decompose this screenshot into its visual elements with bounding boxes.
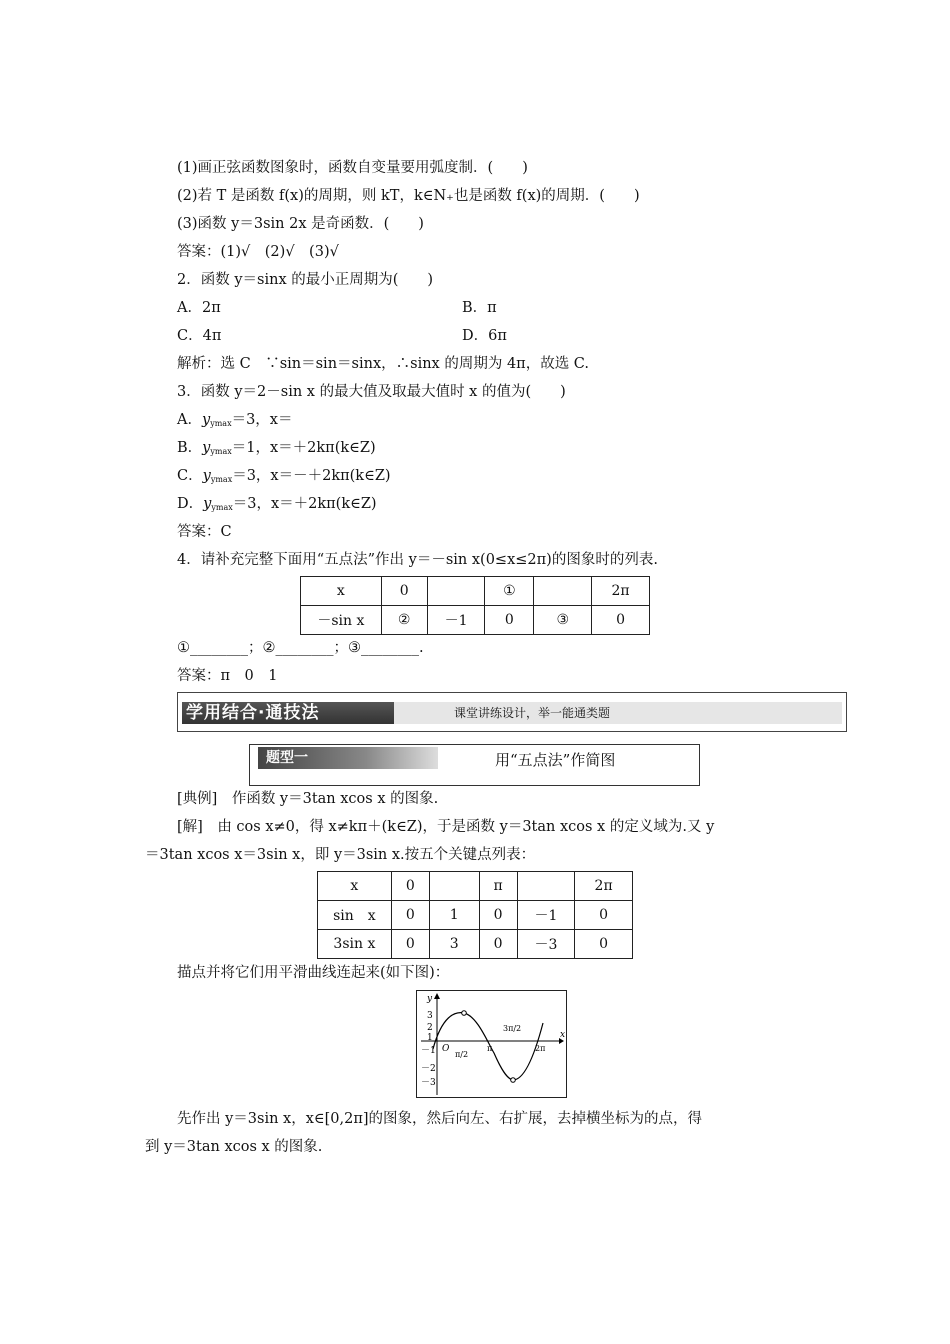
q3-option-label: D． — [177, 496, 204, 512]
table-cell: 0 — [485, 606, 534, 635]
table-cell: －3 — [517, 930, 575, 959]
table-cell: x — [318, 872, 392, 901]
q3-option-c: C．$y_{ymax}=3$，x＝－＋2kπ(k∈Z) — [177, 468, 391, 484]
table-row — [318, 901, 633, 930]
section-banner — [177, 692, 847, 732]
ymax-subscript: ymax — [210, 475, 233, 484]
q2-option-b: B．π — [462, 300, 497, 316]
table-cell: －1 — [427, 606, 485, 635]
table-cell: ③ — [534, 606, 592, 635]
table-cell: 2π — [575, 872, 633, 901]
q1-item-2: (2)若 T 是函数 f(x)的周期，则 kT，k∈N₊也是函数 f(x)的周期．( ) — [177, 188, 640, 204]
table-cell: ① — [485, 577, 534, 606]
table-cell: 0 — [391, 901, 429, 930]
q3-option-d: D．$y_{ymax}=3$，x＝＋2kπ(k∈Z) — [177, 496, 377, 512]
table-cell: π — [479, 872, 517, 901]
table-row — [318, 930, 633, 959]
x-tick-pi: π — [487, 1044, 493, 1053]
table-cell: 1 — [429, 901, 479, 930]
q4-blanks: ①________；②________；③________. — [177, 640, 424, 656]
q4-stem: 4．请补充完整下面用“五点法”作出 y＝－sin x(0≤x≤2π)的图象时的列表. — [177, 552, 658, 568]
y-axis-arrow-icon — [434, 993, 440, 999]
table-cell — [517, 872, 575, 901]
q3-option-a: A．$y_{ymax}=3$，x＝ — [177, 412, 293, 428]
banner-title: 学用结合·通技法 — [182, 702, 394, 724]
table-cell: 0 — [592, 606, 650, 635]
q2-option-d: D．6π — [462, 328, 507, 344]
table-cell: 0 — [381, 577, 427, 606]
q3-answer: 答案：C — [177, 524, 232, 540]
table-cell: 2π — [592, 577, 650, 606]
q2-analysis: 解析：选 C ∵sin＝sin＝sinx，∴sinx 的周期为 4π，故选 C. — [177, 356, 589, 372]
origin-label: O — [442, 1044, 450, 1054]
y-tick: 2 — [427, 1023, 433, 1033]
table-row — [301, 577, 650, 606]
q1-item-1: (1)画正弦函数图象时，函数自变量要用弧度制．( ) — [177, 160, 528, 176]
max-point — [462, 1011, 467, 1016]
x-axis-label: x — [560, 1030, 566, 1040]
q3-option-b: B．$y_{ymax}=1$，x＝＋2kπ(k∈Z) — [177, 440, 376, 456]
table-cell — [429, 872, 479, 901]
ymax-subscript: ymax — [210, 447, 232, 456]
table-row — [301, 606, 650, 635]
conclusion-line-2: 到 y＝3tan xcos x 的图象. — [145, 1139, 323, 1155]
y-tick: －3 — [421, 1078, 436, 1088]
table-cell: 0 — [575, 901, 633, 930]
q1-item-3: (3)函数 y＝3sin 2x 是奇函数．( ) — [177, 216, 424, 232]
ymax-subscript: ymax — [211, 503, 233, 512]
x-tick-pi-half: π/2 — [455, 1050, 469, 1059]
x-tick-3pi-half: 3π/2 — [503, 1024, 522, 1033]
type-title: 用“五点法”作简图 — [495, 751, 616, 769]
y-tick: 3 — [427, 1011, 433, 1021]
table-cell: sin x — [318, 901, 392, 930]
table-cell: ② — [381, 606, 427, 635]
q2-option-a: A．2π — [177, 300, 221, 316]
q3-option-label: A． — [177, 412, 202, 428]
table-cell — [427, 577, 485, 606]
type-header — [249, 744, 700, 786]
table-cell: 0 — [479, 930, 517, 959]
q3-option-label: B． — [177, 440, 203, 456]
table-cell: 3 — [429, 930, 479, 959]
example-line-3: ＝3tan xcos x＝3sin x，即 y＝3sin x.按五个关键点列表： — [145, 847, 536, 863]
table-cell: 0 — [391, 872, 429, 901]
table-cell: 3sin x — [318, 930, 392, 959]
q2-option-c: C．4π — [177, 328, 222, 344]
q3-option-label: C． — [177, 468, 203, 484]
table-cell: －1 — [517, 901, 575, 930]
y-tick: －2 — [421, 1064, 436, 1074]
table-cell: x — [301, 577, 382, 606]
q3-stem: 3．函数 y＝2－sin x 的最大值及取最大值时 x 的值为( ) — [177, 384, 566, 400]
table-cell — [534, 577, 592, 606]
table-cell: －sin x — [301, 606, 382, 635]
q3-option-text: ＝3，x＝＋2kπ(k∈Z) — [232, 496, 377, 512]
example-line-1: [典例] 作函数 y＝3tan xcos x 的图象. — [177, 791, 439, 807]
table-row — [318, 872, 633, 901]
q4-table — [300, 576, 650, 635]
table-cell: 0 — [575, 930, 633, 959]
q2-stem: 2．函数 y＝sinx 的最小正周期为( ) — [177, 272, 434, 288]
conclusion-line-1: 先作出 y＝3sin x，x∈[0,2π]的图象，然后向左、右扩展，去掉横坐标为的点，得 — [177, 1111, 703, 1127]
q3-option-text: ＝1，x＝＋2kπ(k∈Z) — [231, 440, 376, 456]
banner-subtitle: 课堂讲练设计，举一能通类题 — [394, 702, 842, 724]
example-line-2: [解] 由 cos x≠0，得 x≠kπ＋(k∈Z)，于是函数 y＝3tan xcos x 的定义域为.又 y — [177, 819, 715, 835]
y-axis-label: y — [427, 994, 433, 1004]
example-table — [317, 871, 633, 959]
table-cell: 0 — [391, 930, 429, 959]
type-tag: 题型一 — [258, 747, 438, 769]
y-tick: 1 — [427, 1033, 433, 1043]
graph-caption: 描点并将它们用平滑曲线连起来(如下图)： — [177, 965, 450, 981]
ymax-subscript: ymax — [210, 419, 232, 428]
min-point — [511, 1078, 516, 1083]
q4-answer: 答案：π 0 1 — [177, 668, 278, 684]
q3-option-text: ＝3，x＝－＋2kπ(k∈Z) — [232, 468, 391, 484]
q3-option-text: ＝3，x＝ — [231, 412, 293, 428]
y-tick: －1 — [421, 1046, 436, 1056]
x-tick-2pi: 2π — [535, 1044, 546, 1053]
q1-answer: 答案：(1)√ (2)√ (3)√ — [177, 244, 339, 260]
table-cell: 0 — [479, 901, 517, 930]
sine-graph — [416, 990, 567, 1098]
